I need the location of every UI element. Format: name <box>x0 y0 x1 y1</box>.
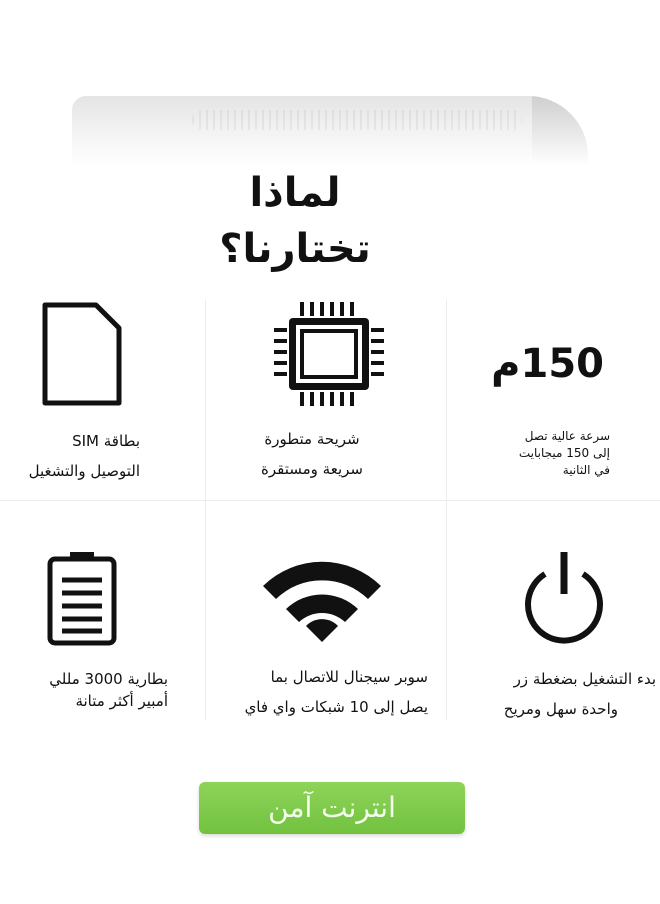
speed-value: 150م <box>491 341 604 387</box>
wifi-icon <box>258 552 386 644</box>
sim-card-icon <box>40 300 124 408</box>
device-photo <box>72 96 588 166</box>
grid-divider <box>446 300 447 720</box>
chip-icon <box>272 300 386 408</box>
page-title: لماذا تختارنا؟ <box>219 170 371 272</box>
grid-divider <box>205 300 206 720</box>
secure-internet-button[interactable]: انترنت آمن <box>199 782 465 834</box>
grid-divider <box>0 500 660 501</box>
feature-battery-text: بطارية 3000 مللي أمبير أكثر متانة <box>49 670 168 710</box>
feature-signal-text: سوبر سيجنال للاتصال بما يصل إلى 10 شبكات واي فاي <box>244 668 428 716</box>
feature-chip-text: شريحة متطورة سريعة ومستقرة <box>261 430 363 478</box>
feature-sim-text: بطاقة SIM التوصيل والتشغيل <box>28 432 140 480</box>
feature-speed-text: سرعة عالية تصل إلى 150 ميجابايت في الثانية <box>518 429 610 477</box>
feature-power-text: بدء التشغيل بضغطة زر واحدة سهل ومريح <box>503 670 656 718</box>
power-icon <box>516 548 612 644</box>
battery-icon <box>46 550 118 646</box>
